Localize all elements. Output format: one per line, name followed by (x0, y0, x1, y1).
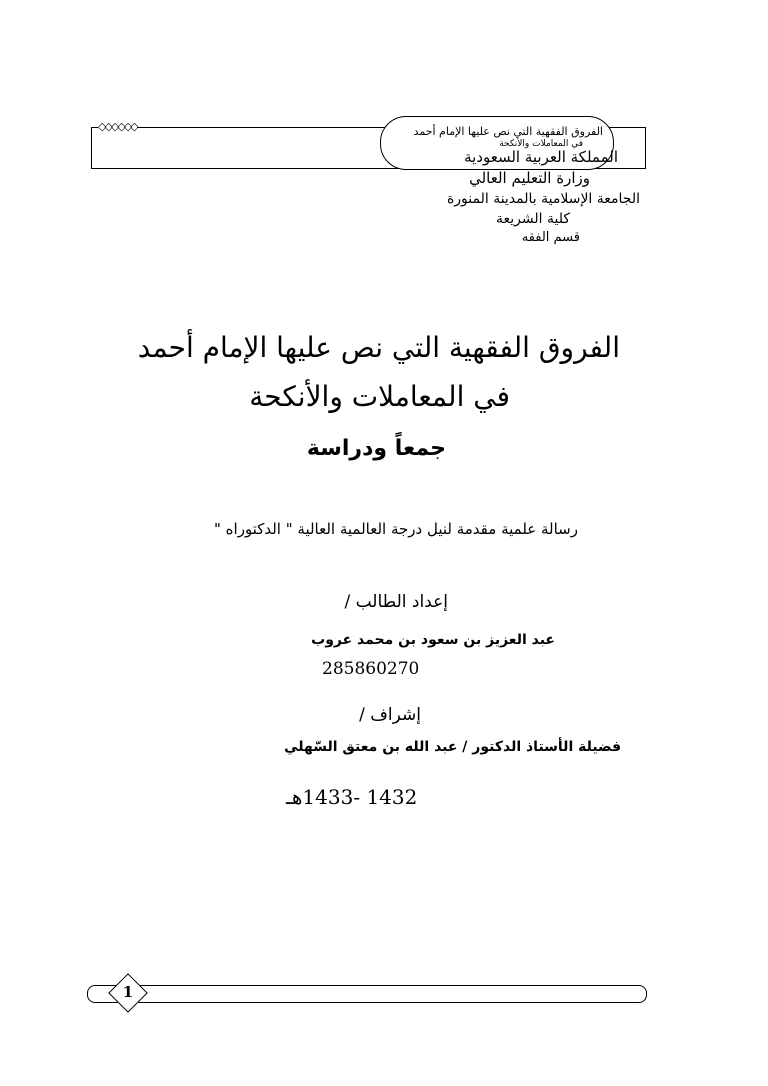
header-subtitle: في المعاملات والأنكحة (499, 139, 583, 149)
thesis-title-line-2: في المعاملات والأنكحة (249, 380, 510, 413)
thesis-title-line-1: الفروق الفقهية التي نص عليها الإمام أحمد (137, 331, 620, 364)
thesis-title-line-3: جمعاً ودراسة (306, 436, 446, 461)
prepared-by-label: إعداد الطالب / (344, 592, 448, 612)
footer-bar (87, 985, 647, 1003)
academic-year: 1432 -1433هـ (286, 785, 418, 809)
student-name: عبد العزيز بن سعود بن محمد عروب (311, 632, 555, 648)
student-id: 285860270 (322, 659, 420, 679)
institution-department: قسم الفقه (521, 230, 580, 245)
header-title: الفروق الفقهية التي نص عليها الإمام أحمد (413, 125, 603, 138)
institution-college: كلية الشريعة (495, 211, 570, 227)
institution-ministry: وزارة التعليم العالي (469, 169, 590, 187)
institution-country: المملكة العربية السعودية (464, 148, 618, 166)
institution-university: الجامعة الإسلامية بالمدينة المنورة (446, 191, 640, 207)
page-number: 1 (122, 983, 134, 1001)
header-diamond-ornament: ◇◇◇◇◇◇ (98, 120, 137, 133)
degree-statement: رسالة علمية مقدمة لنيل درجة العالمية العالية " الدكتوراه " (214, 520, 578, 538)
supervisor-name: فضيلة الأستاذ الدكتور / عبد الله بن معتق السّهلي (284, 739, 621, 755)
supervision-label: إشراف / (359, 705, 421, 725)
